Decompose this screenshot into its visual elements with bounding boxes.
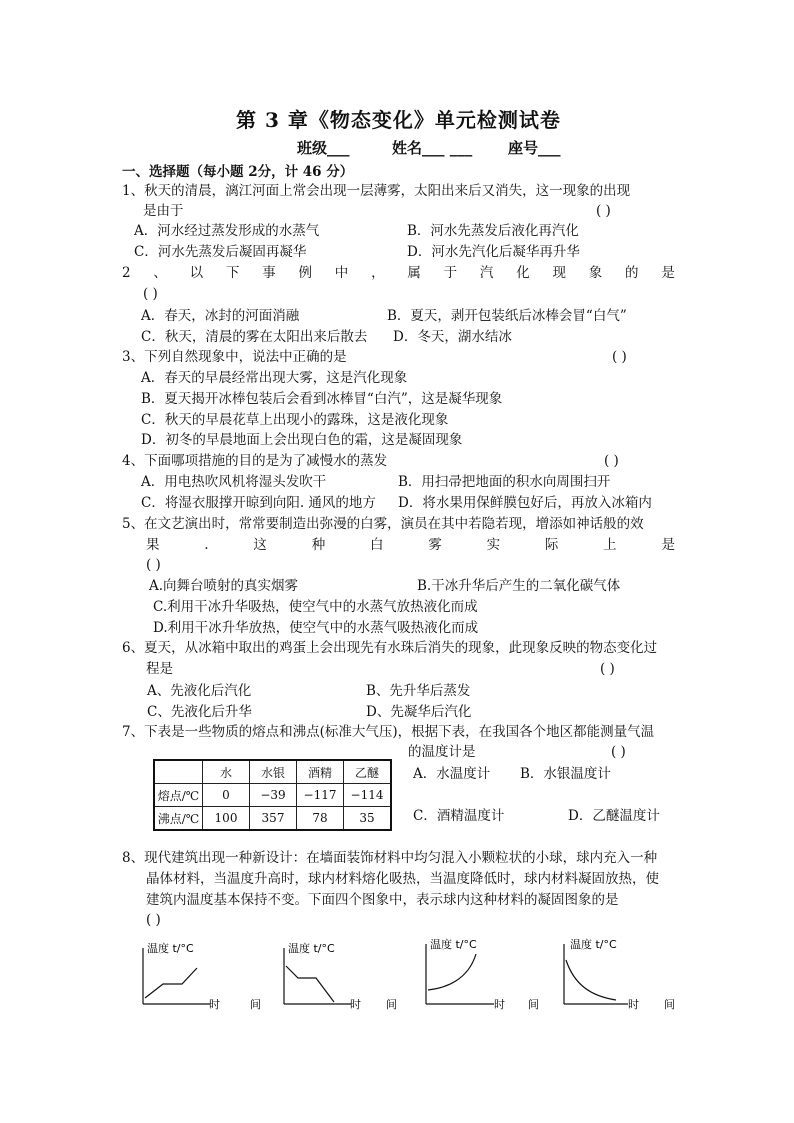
question-8-stem: 8、现代建筑出现一种新设计：在墙面装饰材料中均匀混入小颗粒状的小球，球内充入一种	[122, 850, 658, 866]
graph-b-x-label-2: 间	[386, 998, 397, 1011]
class-field: 班级___	[297, 139, 350, 157]
table-cell: 100	[203, 807, 250, 831]
question-3-answer-bracket: ( )	[612, 349, 627, 365]
question-7-option-b: B．水银温度计	[520, 766, 611, 782]
table-cell: −39	[250, 784, 297, 807]
question-6-option-d: D、先凝华后汽化	[366, 704, 472, 720]
seat-field: 座号___	[508, 139, 561, 157]
question-6-answer-bracket: ( )	[600, 661, 615, 677]
question-5-answer-bracket: ( )	[146, 557, 161, 573]
question-6-option-a: A、先液化后汽化	[147, 683, 252, 699]
question-3-option-b: B．夏天揭开冰棒包装后会看到冰棒冒“白汽”，这是凝华现象	[141, 391, 503, 407]
graph-d-curve	[566, 960, 616, 1000]
question-1-option-d: D．河水先汽化后凝华再升华	[407, 244, 580, 260]
question-3-option-d: D．初冬的早晨地面上会出现白色的霜，这是凝固现象	[141, 432, 463, 448]
question-5-stem-cont: 果 . 这 种 白 雾 实 际 上 是	[146, 537, 675, 553]
question-1-option-c: C．河水先蒸发后凝固再凝华	[134, 244, 307, 260]
graph-a-x-label: 时	[209, 998, 220, 1011]
question-4-option-a: A．用电热吹风机将湿头发吹干	[141, 474, 327, 490]
question-5-option-b: B.干冰升华后产生的二氧化碳气体	[417, 578, 621, 594]
graph-a-y-label: 温度 t/°C	[147, 942, 194, 955]
graph-c-x-label: 时	[494, 998, 505, 1011]
table-header-cell	[154, 760, 203, 784]
graph-d-x-label: 时	[628, 998, 639, 1011]
graph-d-y-label: 温度 t/°C	[570, 938, 617, 951]
question-4-option-d: D．将水果用保鲜膜包好后，再放入冰箱内	[398, 495, 652, 511]
table-cell: 0	[203, 784, 250, 807]
table-header-cell: 酒精	[297, 760, 344, 784]
question-2-option-b: B．夏天，剥开包装纸后冰棒会冒“白气”	[387, 308, 627, 324]
graph-c-y-label: 温度 t/°C	[430, 938, 477, 951]
question-7-stem: 7、下表是一些物质的熔点和沸点(标准大气压)，根据下表，在我国各个地区都能测量气温	[122, 724, 655, 740]
table-row	[154, 784, 391, 807]
question-6-stem-cont: 程是	[146, 661, 173, 677]
table-row-label: 熔点/℃	[154, 784, 203, 807]
question-2-stem: 2 、 以 下 事 例 中 ， 属 于 汽 化 现 象 的 是	[122, 265, 675, 281]
graph-d-x-label-2: 间	[664, 998, 675, 1011]
question-4-stem: 4、下面哪项措施的目的是为了减慢水的蒸发	[122, 453, 388, 469]
table-header-cell: 乙醚	[344, 760, 392, 784]
question-4-option-c: C．将湿衣服撑开晾到向阳. 通风的地方	[141, 495, 376, 511]
graph-a-x-label-2: 间	[250, 998, 261, 1011]
table-cell: −117	[297, 784, 344, 807]
graph-b-x-label: 时	[350, 998, 361, 1011]
question-6-stem: 6、夏天，从冰箱中取出的鸡蛋上会出现先有水珠后消失的现象，此现象反映的物态变化过	[122, 640, 658, 656]
question-3-stem: 3、下列自然现象中，说法中正确的是	[122, 349, 347, 365]
melting-boiling-table	[153, 759, 392, 831]
table-cell: 35	[344, 807, 392, 831]
question-1-stem: 1、秋天的清晨，漓江河面上常会出现一层薄雾，太阳出来后又消失，这一现象的出现	[122, 183, 631, 199]
graph-d	[548, 932, 688, 1018]
question-7-option-a: A．水温度计	[413, 766, 491, 782]
question-8-stem-cont-2: 建筑内温度基本保持不变。下面四个图象中，表示球内这种材料的凝固图象的是	[146, 892, 619, 908]
graph-b-y-label: 温度 t/°C	[288, 942, 335, 955]
table-header-cell: 水	[203, 760, 250, 784]
question-6-option-c: C、先液化后升华	[147, 704, 252, 720]
section-heading: 一、选择题（每小题 2分，计 46 分）	[122, 164, 354, 180]
question-8-stem-cont-1: 晶体材料，当温度升高时，球内材料熔化吸热，当温度降低时，球内材料凝固放热，使	[146, 871, 659, 887]
question-7-answer-bracket: ( )	[611, 744, 626, 760]
question-8-answer-bracket: ( )	[146, 912, 161, 928]
graph-c	[406, 932, 546, 1018]
graph-a-curve	[145, 968, 197, 998]
question-1-option-a: A．河水经过蒸发形成的水蒸气	[134, 223, 320, 239]
question-5-option-c: C.利用干冰升华吸热，使空气中的水蒸气放热液化而成	[153, 599, 478, 615]
question-1-answer-bracket: ( )	[596, 203, 611, 219]
table-row	[154, 807, 391, 831]
graph-a	[125, 936, 265, 1018]
question-7-stem-cont: 的温度计是	[408, 744, 476, 760]
page-title: 第 3 章《物态变化》单元检测试卷	[236, 108, 561, 132]
question-4-option-b: B．用扫帚把地面的积水向周围扫开	[398, 474, 611, 490]
question-5-option-a: A.向舞台喷射的真实烟雾	[149, 578, 299, 594]
name-field: 姓名___ ___	[392, 139, 473, 157]
question-2-option-c: C．秋天，清晨的雾在太阳出来后散去	[141, 329, 368, 345]
question-2-option-a: A．春天，冰封的河面消融	[141, 308, 300, 324]
question-1-stem-cont: 是由于	[143, 203, 184, 219]
question-3-option-c: C．秋天的早晨花草上出现小的露珠，这是液化现象	[141, 412, 449, 428]
question-4-answer-bracket: ( )	[604, 453, 619, 469]
table-header-cell: 水银	[250, 760, 297, 784]
question-1-option-b: B．河水先蒸发后液化再汽化	[407, 223, 579, 239]
question-2-option-d: D．冬天，湖水结冰	[393, 329, 512, 345]
question-7-option-d: D．乙醚温度计	[568, 808, 660, 824]
graph-c-x-label-2: 间	[528, 998, 539, 1011]
table-cell: −114	[344, 784, 392, 807]
question-2-answer-bracket: ( )	[143, 286, 158, 302]
question-7-option-c: C．酒精温度计	[413, 808, 505, 824]
table-row-label: 沸点/℃	[154, 807, 203, 831]
graph-b-curve	[286, 966, 334, 1002]
table-cell: 357	[250, 807, 297, 831]
question-5-stem: 5、在文艺演出时，常常要制造出弥漫的白雾，演员在其中若隐若现，增添如神话般的效	[122, 516, 644, 532]
table-cell: 78	[297, 807, 344, 831]
graph-b	[266, 936, 406, 1018]
question-5-option-d: D.利用干冰升华放热，使空气中的水蒸气吸热液化而成	[153, 620, 479, 636]
question-6-option-b: B、先升华后蒸发	[366, 683, 471, 699]
table-header-row	[154, 760, 391, 784]
question-3-option-a: A．春天的早晨经常出现大雾，这是汽化现象	[141, 370, 408, 386]
graph-c-curve	[428, 954, 476, 990]
